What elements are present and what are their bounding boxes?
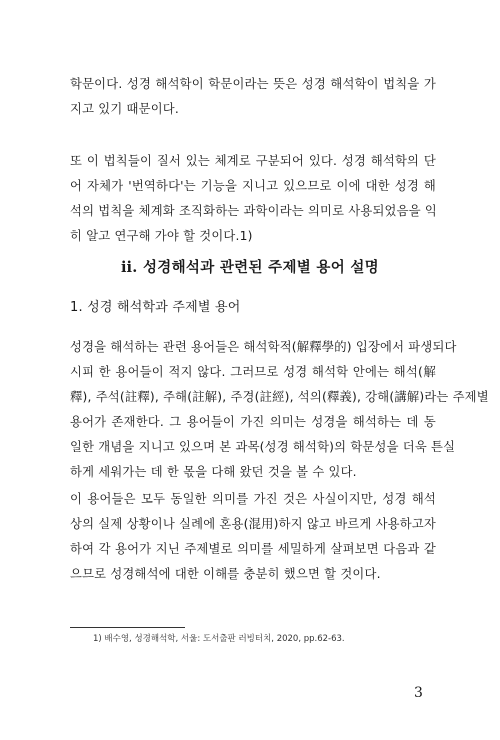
paragraph-2 xyxy=(70,149,436,249)
text-line: 히 알고 연구해 가야 할 것이다.1) xyxy=(70,229,253,243)
text-line: 용어가 존재한다. 그 용어들이 가진 의미는 성경을 해석하는 데 동 xyxy=(70,415,436,429)
text-line: 일한 개념을 지니고 있으며 본 과목(성경 해석학)의 학문성을 더욱 튼실 xyxy=(70,440,456,454)
text-line: 시피 한 용어들이 적지 않다. 그러므로 성경 해석학 안에는 해석(解 xyxy=(70,365,436,379)
text-line: 또 이 법칙들이 질서 있는 체계로 구분되어 있다. 성경 해석학의 단 xyxy=(70,154,436,168)
text-line: 학문이다. 성경 해석학이 학문이라는 뜻은 성경 해석학이 법칙을 가 xyxy=(70,77,436,91)
paragraph-1 xyxy=(70,72,436,122)
text-line: 하게 세워가는 데 한 몫을 다해 왔던 것을 볼 수 있다. xyxy=(70,465,357,479)
footnote-divider xyxy=(70,627,185,628)
text-line: 석의 법칙을 체계화 조직화하는 과학이라는 의미로 사용되었음을 익 xyxy=(70,204,437,218)
paragraph-4 xyxy=(70,487,436,587)
paragraph-3 xyxy=(70,335,489,485)
text-line: 하여 각 용어가 지닌 주제별로 의미를 세밀하게 살펴보면 다음과 같 xyxy=(70,542,436,556)
text-line: 이 용어들은 모두 동일한 의미를 가진 것은 사실이지만, 성경 해석 xyxy=(70,492,436,506)
section-heading: ⅱ. 성경해석과 관련된 주제별 용어 설명 xyxy=(120,259,379,276)
text-line: 어 자체가 '번역하다'는 기능을 지니고 있으므로 이에 대한 성경 해 xyxy=(70,179,436,193)
text-line: 성경을 해석하는 관련 용어들은 해석학적(解釋學的) 입장에서 파생되다 xyxy=(70,340,457,354)
footnote: 1) 배수영, 성경해석학, 서울: 도서출판 러빙터치, 2020, pp.62-63. xyxy=(93,634,345,644)
text-line: 釋), 주석(註釋), 주해(註解), 주경(註經), 석의(釋義), 강해(講解)라는 주제별 xyxy=(70,390,489,404)
text-line: 으므로 성경해석에 대한 이해를 충분히 했으면 할 것이다. xyxy=(70,567,381,581)
page-number: 3 xyxy=(414,685,423,701)
text-line: 상의 실제 상황이나 실례에 혼용(混用)하지 않고 바르게 사용하고자 xyxy=(70,517,436,531)
subheading: 1. 성경 해석학과 주제별 용어 xyxy=(70,300,241,315)
text-line: 지고 있기 때문이다. xyxy=(70,102,179,116)
